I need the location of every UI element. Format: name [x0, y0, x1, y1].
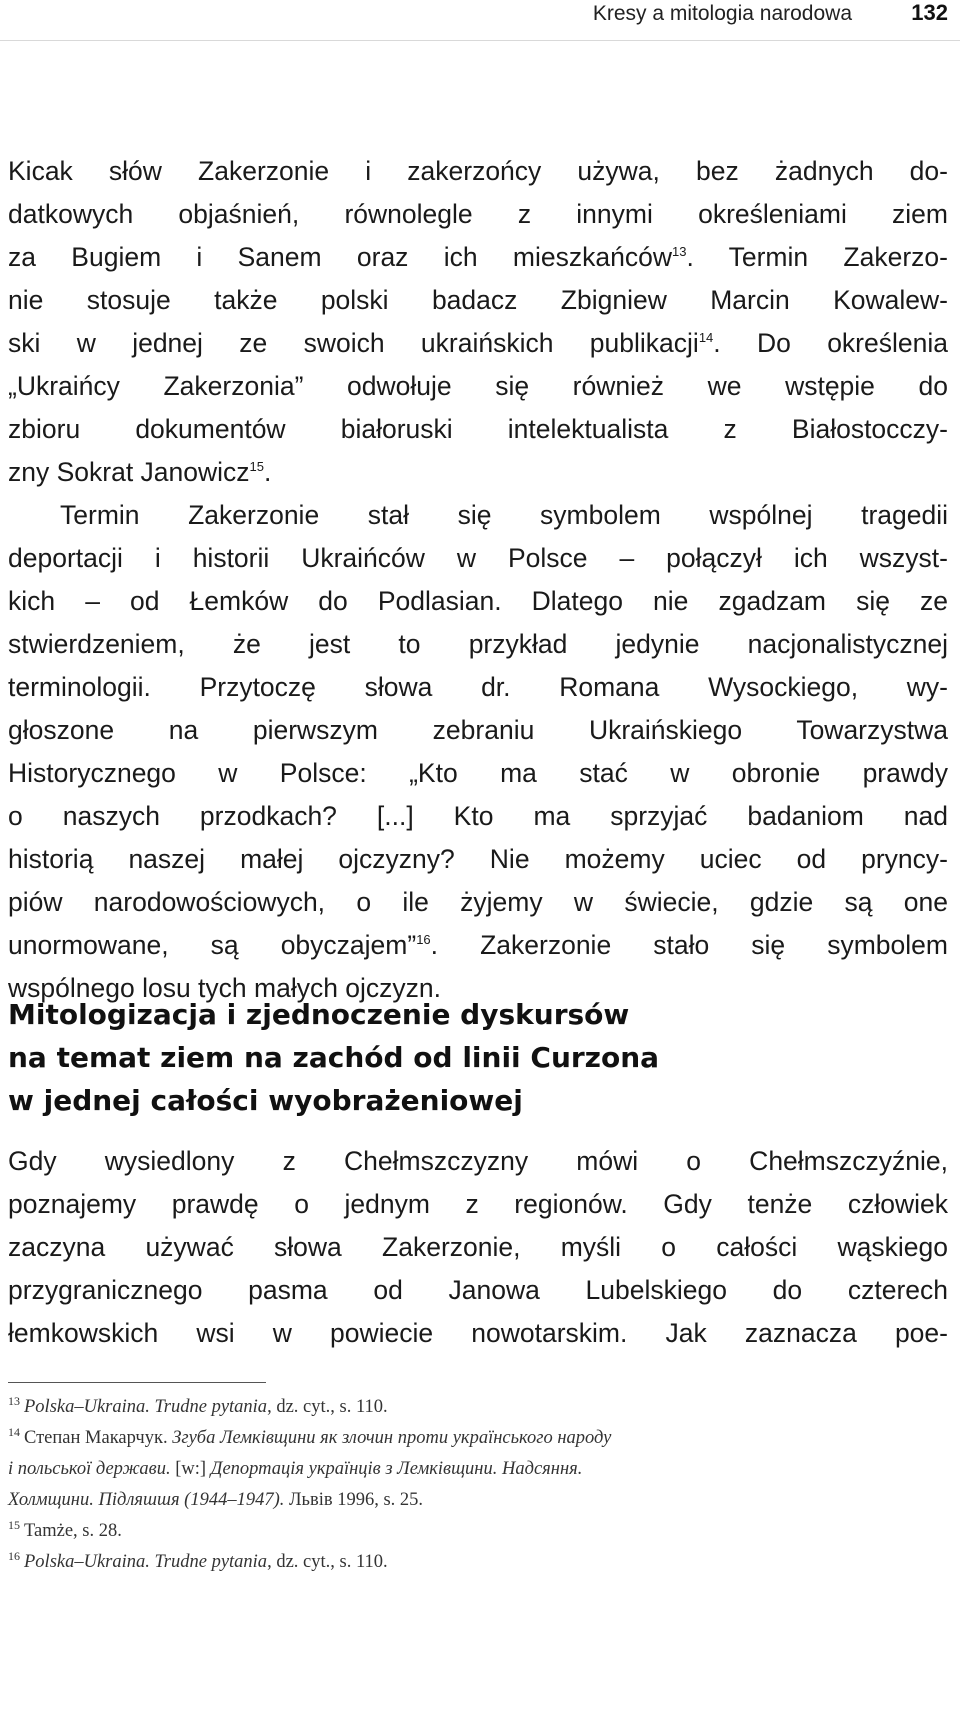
text-line: ski w jednej ze swoich ukraińskich publikacji$^{14}$. Do określenia: [8, 328, 948, 358]
text-line: zny Sokrat Janowicz$^{15}$.: [8, 457, 272, 487]
heading-line: na temat ziem na zachód od linii Curzona: [8, 1041, 660, 1074]
text-line: historią naszej małej ojczyzny? Nie możemy uciec od pryncy-: [8, 844, 948, 874]
text-line: wspólnego losu tych małych ojczyzn.: [8, 973, 442, 1003]
text-line: nie stosuje także polski badacz Zbigniew Marcin Kowalew-: [8, 285, 948, 315]
running-header: [0, 0, 960, 36]
footnote-divider: [8, 1382, 266, 1383]
footnote-ref-14[interactable]: 14: [698, 330, 714, 346]
header-divider: [0, 40, 960, 41]
text-line: zbioru dokumentów białoruski intelektualista z Białostocczy-: [8, 414, 948, 444]
text-line: Termin Zakerzonie stał się symbolem wspólnej tragedii: [60, 500, 948, 530]
text-line: głoszone na pierwszym zebraniu Ukraińskiego Towarzystwa: [8, 715, 948, 745]
footnote-14-continued: Холмщини. Підляшшя (1944–1947). Львів 1996, s. 25.: [8, 1490, 424, 1510]
paragraph-3: [8, 1140, 948, 1355]
text-line: piów narodowościowych, o ile żyjemy w świecie, gdzie są one: [8, 887, 948, 917]
footnote-14-continued: і польської держави. [w:] Депортація українців з Лемківщини. Надсяння.: [8, 1459, 583, 1479]
heading-line: w jednej całości wyobrażeniowej: [8, 1084, 523, 1117]
text-line: unormowane, są obyczajem”$^{16}$. Zakerzonie stało się symbolem: [8, 930, 948, 960]
text-line: Gdy wysiedlony z Chełmszczyzny mówi o Chełmszczyźnie,: [8, 1146, 948, 1176]
text-line: terminologii. Przytoczę słowa dr. Romana Wysockiego, wy-: [8, 672, 948, 702]
text-line: Kicak słów Zakerzonie i zakerzońcy używa, bez żadnych do-: [8, 156, 948, 186]
footnote-16: $^{16}$ Polska–Ukraina. Trudne pytania, dz. cyt., s. 110.: [8, 1548, 388, 1572]
text-line: przygranicznego pasma od Janowa Lubelskiego do czterech: [8, 1275, 948, 1305]
text-line: zaczyna używać słowa Zakerzonie, myśli o całości wąskiego: [8, 1232, 948, 1262]
text-line: „Ukraińcy Zakerzonia” odwołuje się również we wstępie do: [8, 371, 948, 401]
footnote-15: $^{15}$ Tamże, s. 28.: [8, 1517, 122, 1541]
section-heading: [8, 993, 948, 1122]
footnotes: [8, 1392, 948, 1578]
footnote-ref-16[interactable]: 16: [416, 932, 431, 948]
text-line: deportacji i historii Ukraińców w Polsce – połączył ich wszyst-: [8, 543, 948, 573]
text-line: stwierdzeniem, że jest to przykład jedynie nacjonalistycznej: [8, 629, 948, 659]
text-line: o naszych przodkach? [...] Kto ma sprzyjać badaniom nad: [8, 801, 948, 831]
text-line: Historycznego w Polsce: „Kto ma stać w obronie prawdy: [8, 758, 948, 788]
text-line: za Bugiem i Sanem oraz ich mieszkańców$^{13}$. Termin Zakerzo-: [8, 242, 948, 272]
text-line: datkowych objaśnień, równolegle z innymi określeniami ziem: [8, 199, 948, 229]
text-line: łemkowskich wsi w powiecie nowotarskim. Jak zaznacza poe-: [8, 1318, 948, 1348]
paragraph-2: [8, 494, 948, 1010]
running-header-title: Kresy a mitologia narodowa: [592, 2, 852, 25]
footnote-14: $^{14}$ Степан Макарчук. Згуба Лемківщини як злочин проти українського народу: [8, 1424, 612, 1448]
footnote-ref-15[interactable]: 15: [249, 459, 265, 475]
paragraph-1: [8, 150, 948, 494]
text-line: kich – od Łemków do Podlasian. Dlatego nie zgadzam się ze: [8, 586, 948, 616]
page-number: 132: [911, 0, 948, 25]
heading-line: Mitologizacja i zjednoczenie dyskursów: [8, 998, 630, 1031]
footnote-13: $^{13}$ Polska–Ukraina. Trudne pytania, dz. cyt., s. 110.: [8, 1393, 388, 1417]
text-line: poznajemy prawdę o jednym z regionów. Gdy tenże człowiek: [8, 1189, 948, 1219]
footnote-ref-13[interactable]: 13: [671, 244, 687, 260]
